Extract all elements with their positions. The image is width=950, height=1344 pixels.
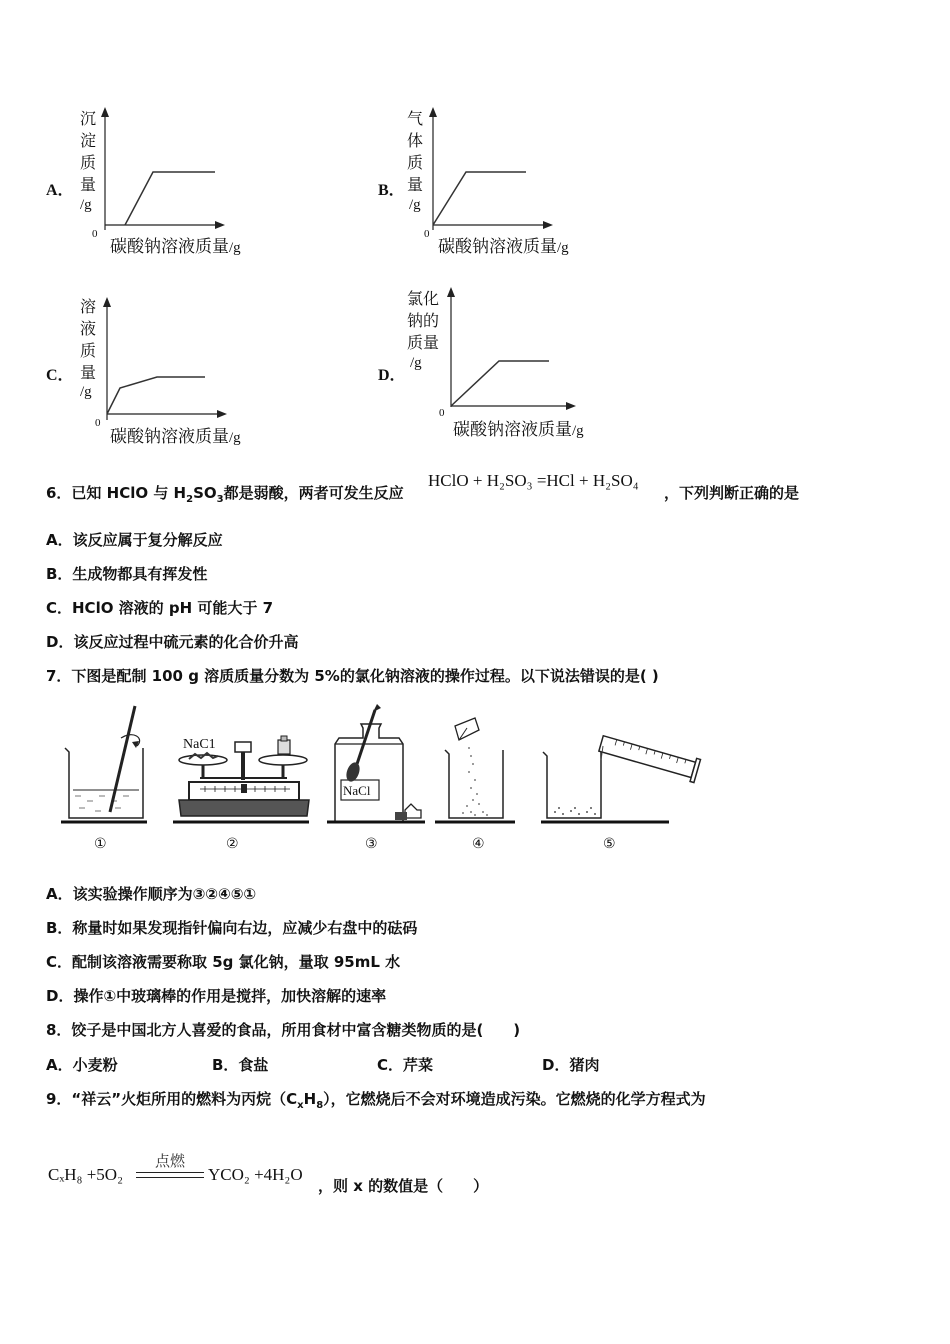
graph-d-plot	[441, 285, 581, 415]
curve-line	[125, 172, 215, 225]
y-axis-unit: /g	[410, 355, 422, 371]
step-3-take-solid	[327, 704, 425, 822]
option-letter: A．	[46, 182, 74, 199]
q9-equals-sign	[136, 1172, 204, 1178]
q6-option-b: B．生成物都具有挥发性	[46, 565, 208, 583]
step-label-3: ③	[365, 836, 378, 852]
step-label-1: ①	[94, 836, 107, 852]
bottle-nacl-label: NaCl	[343, 783, 371, 798]
q9-stem-end: ，则 x 的数值是（ ）	[318, 1177, 489, 1195]
y-axis-label: 溶 液 质 量	[79, 297, 96, 382]
q6-option-a: A．该反应属于复分解反应	[46, 531, 223, 549]
step-label-4: ④	[472, 836, 485, 852]
option-letter: C．	[46, 367, 74, 384]
q8-option-d: D．猪肉	[542, 1056, 600, 1074]
q6-equation: HClO + H₂SO₃ =HCl + H₂SO₄	[428, 471, 639, 490]
q9-eq-right: YCO₂ +4H₂O	[208, 1165, 303, 1184]
step-label-2: ②	[226, 836, 239, 852]
curve-line	[433, 172, 526, 225]
y-axis-label: 沉 淀 质 量	[79, 109, 96, 194]
nacl-preparation-figure	[55, 700, 715, 830]
q7-stem: 7．下图是配制 100 g 溶质质量分数为 5%的氯化钠溶液的操作过程。以下说法错误的是( )	[46, 667, 659, 685]
q8-option-b: B．食盐	[212, 1056, 269, 1074]
option-letter: B．	[378, 182, 405, 199]
q7-option-d: D．操作①中玻璃棒的作用是搅拌，加快溶解的速率	[46, 987, 387, 1005]
q6-stem-end: ，下列判断正确的是	[664, 484, 800, 502]
x-axis-label: 碳酸钠溶液质量/g	[438, 237, 569, 257]
q6-option-c: C．HClO 溶液的 pH 可能大于 7	[46, 599, 274, 617]
q7-option-c: C．配制该溶液需要称取 5g 氯化钠，量取 95mL 水	[46, 953, 401, 971]
q9-eq-left: CₓH₈ +5O₂	[48, 1165, 124, 1184]
step-label-5: ⑤	[603, 836, 616, 852]
x-axis-label: 碳酸钠溶液质量/g	[453, 420, 584, 440]
origin-label: 0	[424, 228, 430, 240]
q7-option-a: A．该实验操作顺序为③②④⑤①	[46, 885, 257, 903]
q8-option-c: C．芹菜	[377, 1056, 434, 1074]
y-axis-label: 气 体 质 量	[406, 109, 423, 194]
origin-label: 0	[95, 417, 101, 429]
y-axis-unit: /g	[80, 384, 92, 400]
balance-nacl-label: NaC1	[183, 737, 216, 752]
q6-stem: 6．已知 HClO 与 $H_2SO_3$都是弱酸，两者可发生反应	[46, 484, 404, 505]
q6-option-d: D．该反应过程中硫元素的化合价升高	[46, 633, 299, 651]
q9-reaction-condition: 点燃	[154, 1152, 185, 1170]
q7-option-b: B．称量时如果发现指针偏向右边，应减少右盘中的砝码	[46, 919, 418, 937]
x-axis-label: 碳酸钠溶液质量/g	[110, 237, 241, 257]
curve-line	[451, 361, 549, 406]
step-4-transfer-solid	[435, 718, 515, 822]
y-axis-unit: /g	[80, 197, 92, 213]
q9-stem: 9．“祥云”火炬所用的燃料为丙烷$(C_xH_8)$，它燃烧后不会对环境造成污染。它燃烧的化学方程式为	[46, 1090, 706, 1111]
y-axis-label: 氯化 钠的 质量	[407, 289, 440, 352]
origin-label: 0	[439, 407, 445, 419]
step-1-dissolve	[61, 706, 147, 822]
graph-c-plot	[97, 295, 232, 425]
option-letter: D．	[378, 367, 406, 384]
graph-b-plot	[423, 105, 558, 235]
origin-label: 0	[92, 228, 98, 240]
step-2-weigh	[173, 736, 309, 822]
x-axis-label: 碳酸钠溶液质量/g	[110, 427, 241, 447]
y-axis-unit: /g	[409, 197, 421, 213]
step-5-add-water	[541, 732, 701, 822]
q8-option-a: A．小麦粉	[46, 1056, 118, 1074]
curve-line	[107, 377, 205, 414]
graph-a-plot	[95, 105, 230, 235]
q8-stem: 8．饺子是中国北方人喜爱的食品，所用食材中富含糖类物质的是( )	[46, 1021, 521, 1039]
